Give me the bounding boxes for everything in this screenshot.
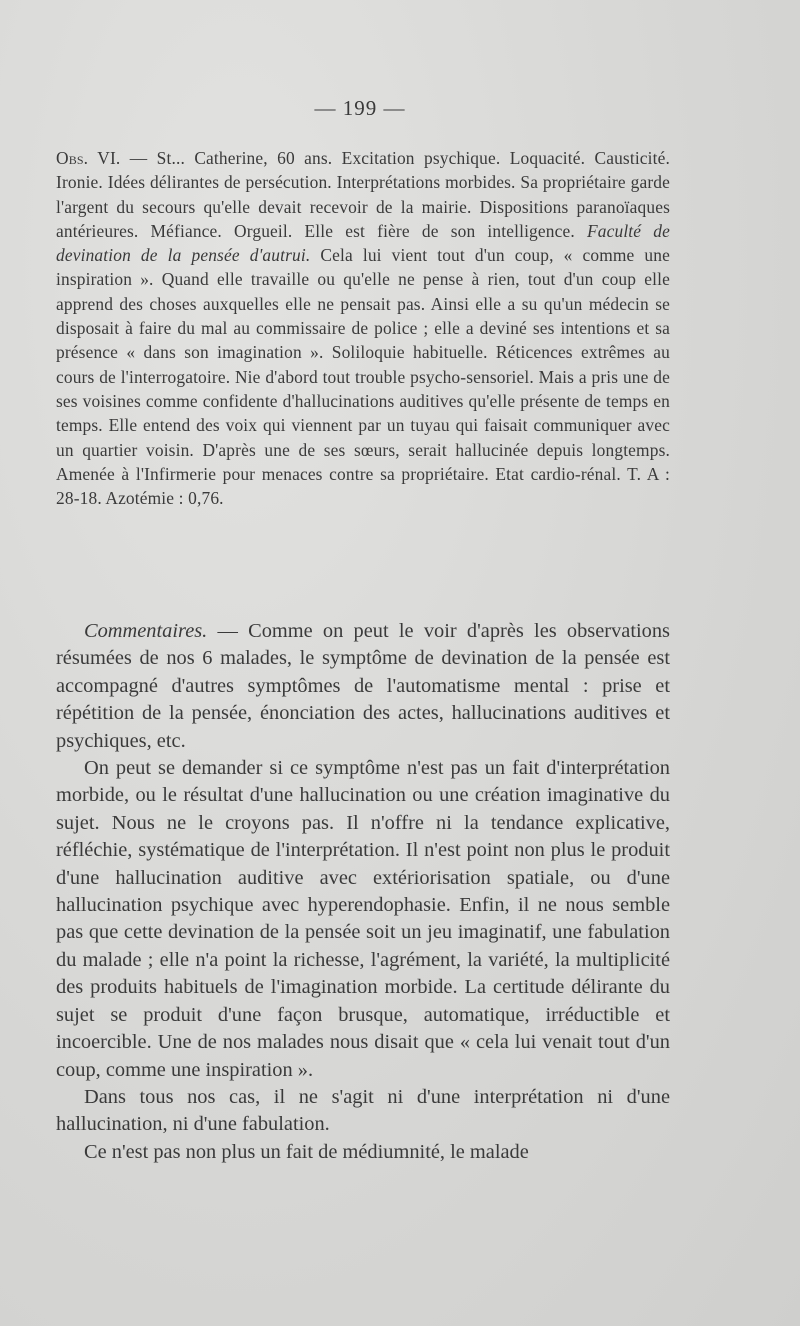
commentary-paragraph-4: Ce n'est pas non plus un fait de médiumnité, le malade: [84, 1140, 529, 1163]
observation-text-2: Cela lui vient tout d'un coup, « comme une inspiration ». Quand elle travaille ou qu'elle ne pense à rien, tout d'un coup elle apprend des choses auxquelles elle ne pensait pas. Ainsi elle a su qu'un médecin se disposait à faire du mal au commissaire de police ; elle a deviné ses intentions et sa présence « dans son imagination ». Soliloquie habituelle. Réticences extrêmes au cours de l'interrogatoire. Nie d'abord tout trouble psycho-sensoriel. Mais a pris une de ses voisines comme confidente d'hallucinations auditives qu'elle présente de temps en temps. Elle entend des voix qui viennent par un tuyau qui faisait communiquer avec un quartier voisin. D'après une de ses sœurs, serait hallucinée depuis longtemps. Amenée à l'Infirmerie pour menaces contre sa propriétaire. Etat cardio-rénal. T. A : 28-18. Azotémie : 0,76.: [56, 245, 670, 509]
observation-italic-phrase: Faculté de devination de la pensée d'autrui.: [56, 220, 670, 266]
commentary-paragraph-1: [56, 618, 670, 755]
observation-text-1: — St... Catherine, 60 ans. Excitation psychique. Loquacité. Causticité. Ironie. Idées délirantes de persécution. Interprétations morbides. Sa propriétaire garde l'argent du secours qu'elle devait recevoir de la mairie. Dispositions paranoïaques antérieures. Méfiance. Orgueil. Elle est fière de son intelligence.: [56, 148, 671, 241]
observation-paragraph: [56, 146, 670, 510]
commentary-label: Commentaires.: [84, 620, 208, 642]
commentary-text-1: — Comme on peut le voir d'après les observations résumées de nos 6 malades, le symptôme de devination de la pensée est accompagné d'autres symptômes de l'automatisme mental : prise et répétition de la pensée, énonciation des actes, hallucinations auditives et psychiques, etc.: [56, 620, 670, 752]
observation-block: [56, 146, 670, 510]
commentary-block: [56, 618, 670, 1166]
page-number: — 199 —: [314, 96, 406, 120]
observation-label: Obs. VI.: [56, 148, 121, 168]
commentary-paragraph-3: Dans tous nos cas, il ne s'agit ni d'une interprétation ni d'une hallucination, ni d'une fabulation.: [56, 1085, 670, 1136]
commentary-paragraph-2: On peut se demander si ce symptôme n'est pas un fait d'interprétation morbide, ou le résultat d'une hallucination ou une création imaginative du sujet. Nous ne le croyons pas. Il n'offre ni la tendance explicative, réfléchie, systématique de l'interprétation. Il n'est point non plus le produit d'une hallucination auditive avec extériorisation spatiale, ou d'une hallucination psychique avec hyperendophasie. Enfin, il ne nous semble pas que cette devination de la pensée soit un jeu imaginatif, une fabulation du malade ; elle n'a point la richesse, l'agrément, la variété, la multiplicité des produits habituels de l'imagination morbide. La certitude délirante du sujet se produit d'une façon brusque, automatique, irréductible et incoercible. Une de nos malades nous disait que « cela lui venait tout d'un coup, comme une inspiration ».: [56, 757, 670, 1081]
